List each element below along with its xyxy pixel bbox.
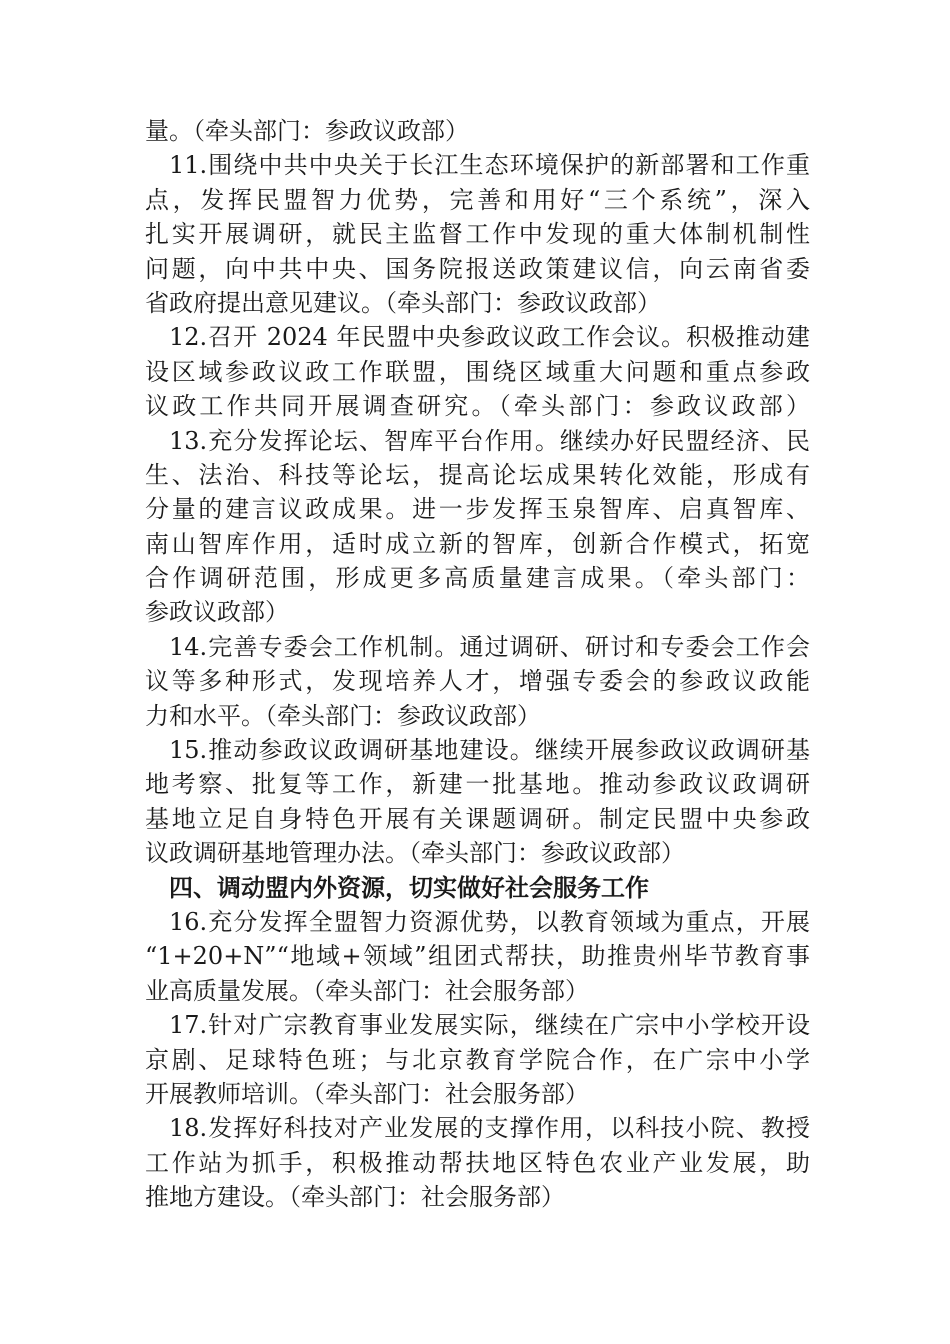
- text-line: 议等多种形式，发现培养人才，增强专委会的参政议政能: [145, 667, 810, 696]
- text-line: 议政工作共同开展调查研究。（牵头部门：参政议政部）: [145, 392, 810, 421]
- text-line: 工作站为抓手，积极推动帮扶地区特色农业产业发展，助: [145, 1148, 810, 1177]
- section-heading: 四、调动盟内外资源，切实做好社会服务工作: [169, 873, 649, 902]
- text-line: 南山智库作用，适时成立新的智库，创新合作模式，拓宽: [145, 529, 810, 558]
- text-line: 力和水平。（牵头部门：参政议政部）: [145, 701, 541, 730]
- text-line: 设区域参政议政工作联盟，围绕区域重大问题和重点参政: [145, 357, 810, 386]
- text-line: “1+20+N”“地域+领域”组团式帮扶，助推贵州毕节教育事: [145, 942, 810, 971]
- text-line: 点，发挥民盟智力优势，完善和用好“三个系统”，深入: [145, 185, 810, 214]
- text-line: 扎实开展调研，就民主监督工作中发现的重大体制机制性: [145, 220, 810, 249]
- text-line: 18.发挥好科技对产业发展的支撑作用，以科技小院、教授: [169, 1114, 810, 1143]
- text-line: 15.推动参政议政调研基地建设。继续开展参政议政调研基: [169, 736, 810, 765]
- text-line: 问题，向中共中央、国务院报送政策建议信，向云南省委: [145, 254, 810, 283]
- text-line: 12.召开 2024 年民盟中央参政议政工作会议。积极推动建: [169, 323, 810, 352]
- text-line: 13.充分发挥论坛、智库平台作用。继续办好民盟经济、民: [169, 426, 810, 455]
- text-line: 11.围绕中共中央关于长江生态环境保护的新部署和工作重: [169, 151, 810, 180]
- document-body: [145, 114, 810, 1215]
- text-line: 省政府提出意见建议。（牵头部门：参政议政部）: [145, 288, 661, 317]
- text-line: 基地立足自身特色开展有关课题调研。制定民盟中央参政: [145, 804, 810, 833]
- text-line: 生、法治、科技等论坛，提高论坛成果转化效能，形成有: [145, 460, 810, 489]
- text-line: 量。（牵头部门：参政议政部）: [145, 117, 469, 145]
- text-line: 开展教师培训。（牵头部门：社会服务部）: [145, 1079, 589, 1108]
- text-line: 16.充分发挥全盟智力资源优势，以教育领域为重点，开展: [169, 907, 810, 936]
- text-line: 京剧、足球特色班；与北京教育学院合作，在广宗中小学: [145, 1045, 810, 1074]
- text-line: 业高质量发展。（牵头部门：社会服务部）: [145, 976, 589, 1005]
- text-line: 议政调研基地管理办法。（牵头部门：参政议政部）: [145, 839, 685, 868]
- text-line: 14.完善专委会工作机制。通过调研、研讨和专委会工作会: [169, 632, 810, 661]
- text-line: 地考察、批复等工作，新建一批基地。推动参政议政调研: [145, 770, 810, 799]
- text-line: 参政议政部）: [145, 598, 289, 627]
- text-line: 推地方建设。（牵头部门：社会服务部）: [145, 1183, 565, 1212]
- text-line: 17.针对广宗教育事业发展实际，继续在广宗中小学校开设: [169, 1011, 810, 1040]
- text-line: 合作调研范围，形成更多高质量建言成果。（牵头部门：: [145, 564, 810, 593]
- text-line: 分量的建言议政成果。进一步发挥玉泉智库、启真智库、: [145, 495, 810, 524]
